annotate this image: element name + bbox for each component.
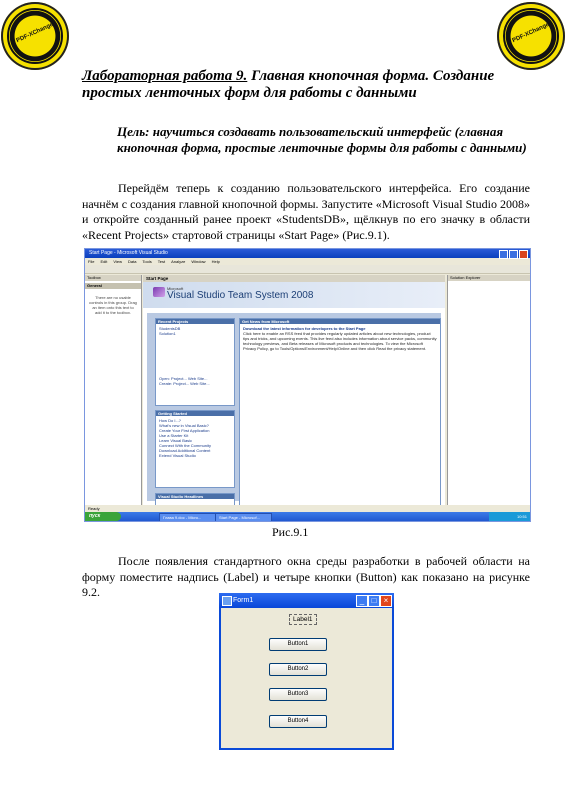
gs-item: Create Your First Application [159, 428, 210, 433]
vs-title-bar [85, 249, 530, 258]
form-icon [222, 596, 232, 606]
news-header: Get News from Microsoft [240, 319, 440, 324]
close-icon: × [380, 595, 392, 607]
create-project-link: Project... [173, 381, 190, 386]
gs-item: Learn Visual Basic [159, 438, 193, 443]
menu-edit: Edit [100, 259, 108, 264]
gs-item: Connect With the Community [159, 443, 212, 448]
lab-title: Главная кнопочная форма. Создание простых ленточных форм для работы с данными [82, 68, 495, 101]
recent-item-studentsdb: StudentsDB [159, 326, 181, 331]
gs-item: Download Additional Content [159, 448, 211, 453]
news-box [239, 318, 441, 522]
system-tray-clock: 10:51 [489, 512, 530, 521]
open-label: Open: [159, 376, 170, 381]
news-link: Download the latest information for developers to the Start Page [243, 326, 366, 331]
maximize-icon: □ [368, 595, 380, 607]
create-label: Create: [159, 381, 173, 386]
button1: Button1 [269, 638, 327, 651]
vs-banner [143, 282, 445, 308]
button2: Button2 [269, 663, 327, 676]
gs-item: What's new in Visual Basic? [159, 423, 209, 428]
recent-projects-box [155, 318, 235, 406]
paragraph-2: После появления стандартного окна среды разработки в рабочей области на форму поместите надпись (Label) и четыре кнопки (Button) как показано на рисунке 9.2. [82, 554, 530, 599]
tab-start-page: Start Page [143, 275, 445, 282]
page-title [82, 68, 530, 102]
button4: Button4 [269, 715, 327, 728]
lab-number: Лабораторная работа 9. [82, 68, 248, 84]
toolbox-title: Toolbox [85, 275, 141, 281]
vs-screenshot [84, 248, 531, 522]
solution-explorer-title: Solution Explorer [448, 275, 531, 281]
taskbar-item-doc: Глава 9.doc - Micro... [159, 513, 216, 522]
getting-started-box [155, 410, 235, 488]
menu-file: File [88, 259, 95, 264]
start-page [143, 275, 445, 505]
menu-view: View [113, 259, 122, 264]
vs-status-bar: Ready [85, 505, 531, 512]
menu-help: Help [211, 259, 220, 264]
headlines-header: Visual Studio Headlines [156, 494, 234, 499]
vs-logo-icon [153, 287, 165, 297]
open-project-link: Project... [171, 376, 187, 381]
gs-item: Extend Visual Studio [159, 453, 196, 458]
solution-explorer-pane [447, 275, 531, 505]
close-icon [519, 250, 528, 259]
brand: Visual Studio Team System 2008 [167, 290, 314, 301]
toolbox-message: There are no usable controls in this group. Drag an item onto this text to add it to the toolbox. [89, 295, 137, 315]
menu-analyze: Analyze [171, 259, 186, 264]
pdf-xchange-stamp-left: PDF-XChange [1, 2, 69, 70]
form-title: Form1 [233, 597, 254, 604]
windows-taskbar [85, 512, 530, 521]
vs-menu-bar [85, 258, 530, 265]
taskbar-item-vs: Start Page - Microsof... [215, 513, 272, 522]
vs-window-buttons [498, 250, 528, 263]
news-text: Click here to enable an RSS feed that provides regularly updated articles about new technologies, product tips and tricks, and upcoming events. This live feed also includes information about service packs, community technology previews, and Beta releases of Microsoft products and technologies. To view the Microsoft Privacy Policy, go to Tools/Options/Environment/Help/Online and then click Read the privacy statement. [243, 331, 437, 351]
label1: Label1 [289, 614, 317, 625]
menu-tools: Tools [142, 259, 152, 264]
gs-item: How Do I...? [159, 418, 182, 423]
menu-window: Window [191, 259, 206, 264]
caption-fig-9-1: Рис.9.1 [272, 525, 309, 539]
create-website-link: Web Site... [190, 381, 210, 386]
form-title-bar [219, 593, 394, 608]
menu-data: Data [127, 259, 137, 264]
recent-item-solution1: Solution1 [159, 331, 176, 336]
maximize-icon [509, 250, 518, 259]
recent-projects-list [156, 324, 234, 388]
open-website-link: Web Site... [187, 376, 208, 381]
paragraph-1: Перейдём теперь к созданию пользовательского интерфейса. Его создание начнём с создания главной кнопочной формы. Запустите «Microsoft Visual Studio 2008» и откройте созданный ранее проект «StudentsDB», щёлкнув по его значку в области «Recent Projects» стартовой страницы «Start Page» (Рис.9.1). [82, 181, 530, 242]
form1-screenshot [219, 593, 394, 750]
menu-test: Test [157, 259, 166, 264]
vs-window-title: Start Page - Microsoft Visual Studio [89, 250, 168, 256]
getting-started-header: Getting Started [156, 411, 234, 416]
vs-toolbar [85, 265, 530, 274]
minimize-icon: _ [356, 595, 368, 607]
minimize-icon [499, 250, 508, 259]
gs-item: Use a Starter Kit [159, 433, 189, 438]
button3: Button3 [269, 688, 327, 701]
brand-small: Microsoft [167, 286, 184, 291]
recent-projects-header: Recent Projects [156, 319, 234, 324]
toolbox-general: General [85, 283, 141, 289]
toolbox-pane [85, 275, 142, 505]
getting-started-list [156, 416, 234, 460]
start-body [147, 313, 441, 501]
goal-text: Цель: научиться создавать пользовательский интерфейс (главная кнопочная форма, простые ленточные формы для работы с данными) [117, 124, 527, 155]
news-content [240, 324, 440, 353]
start-button: пуск [85, 512, 121, 521]
pdf-xchange-stamp-right: PDF-XChange [497, 2, 565, 70]
create-row [159, 381, 231, 386]
